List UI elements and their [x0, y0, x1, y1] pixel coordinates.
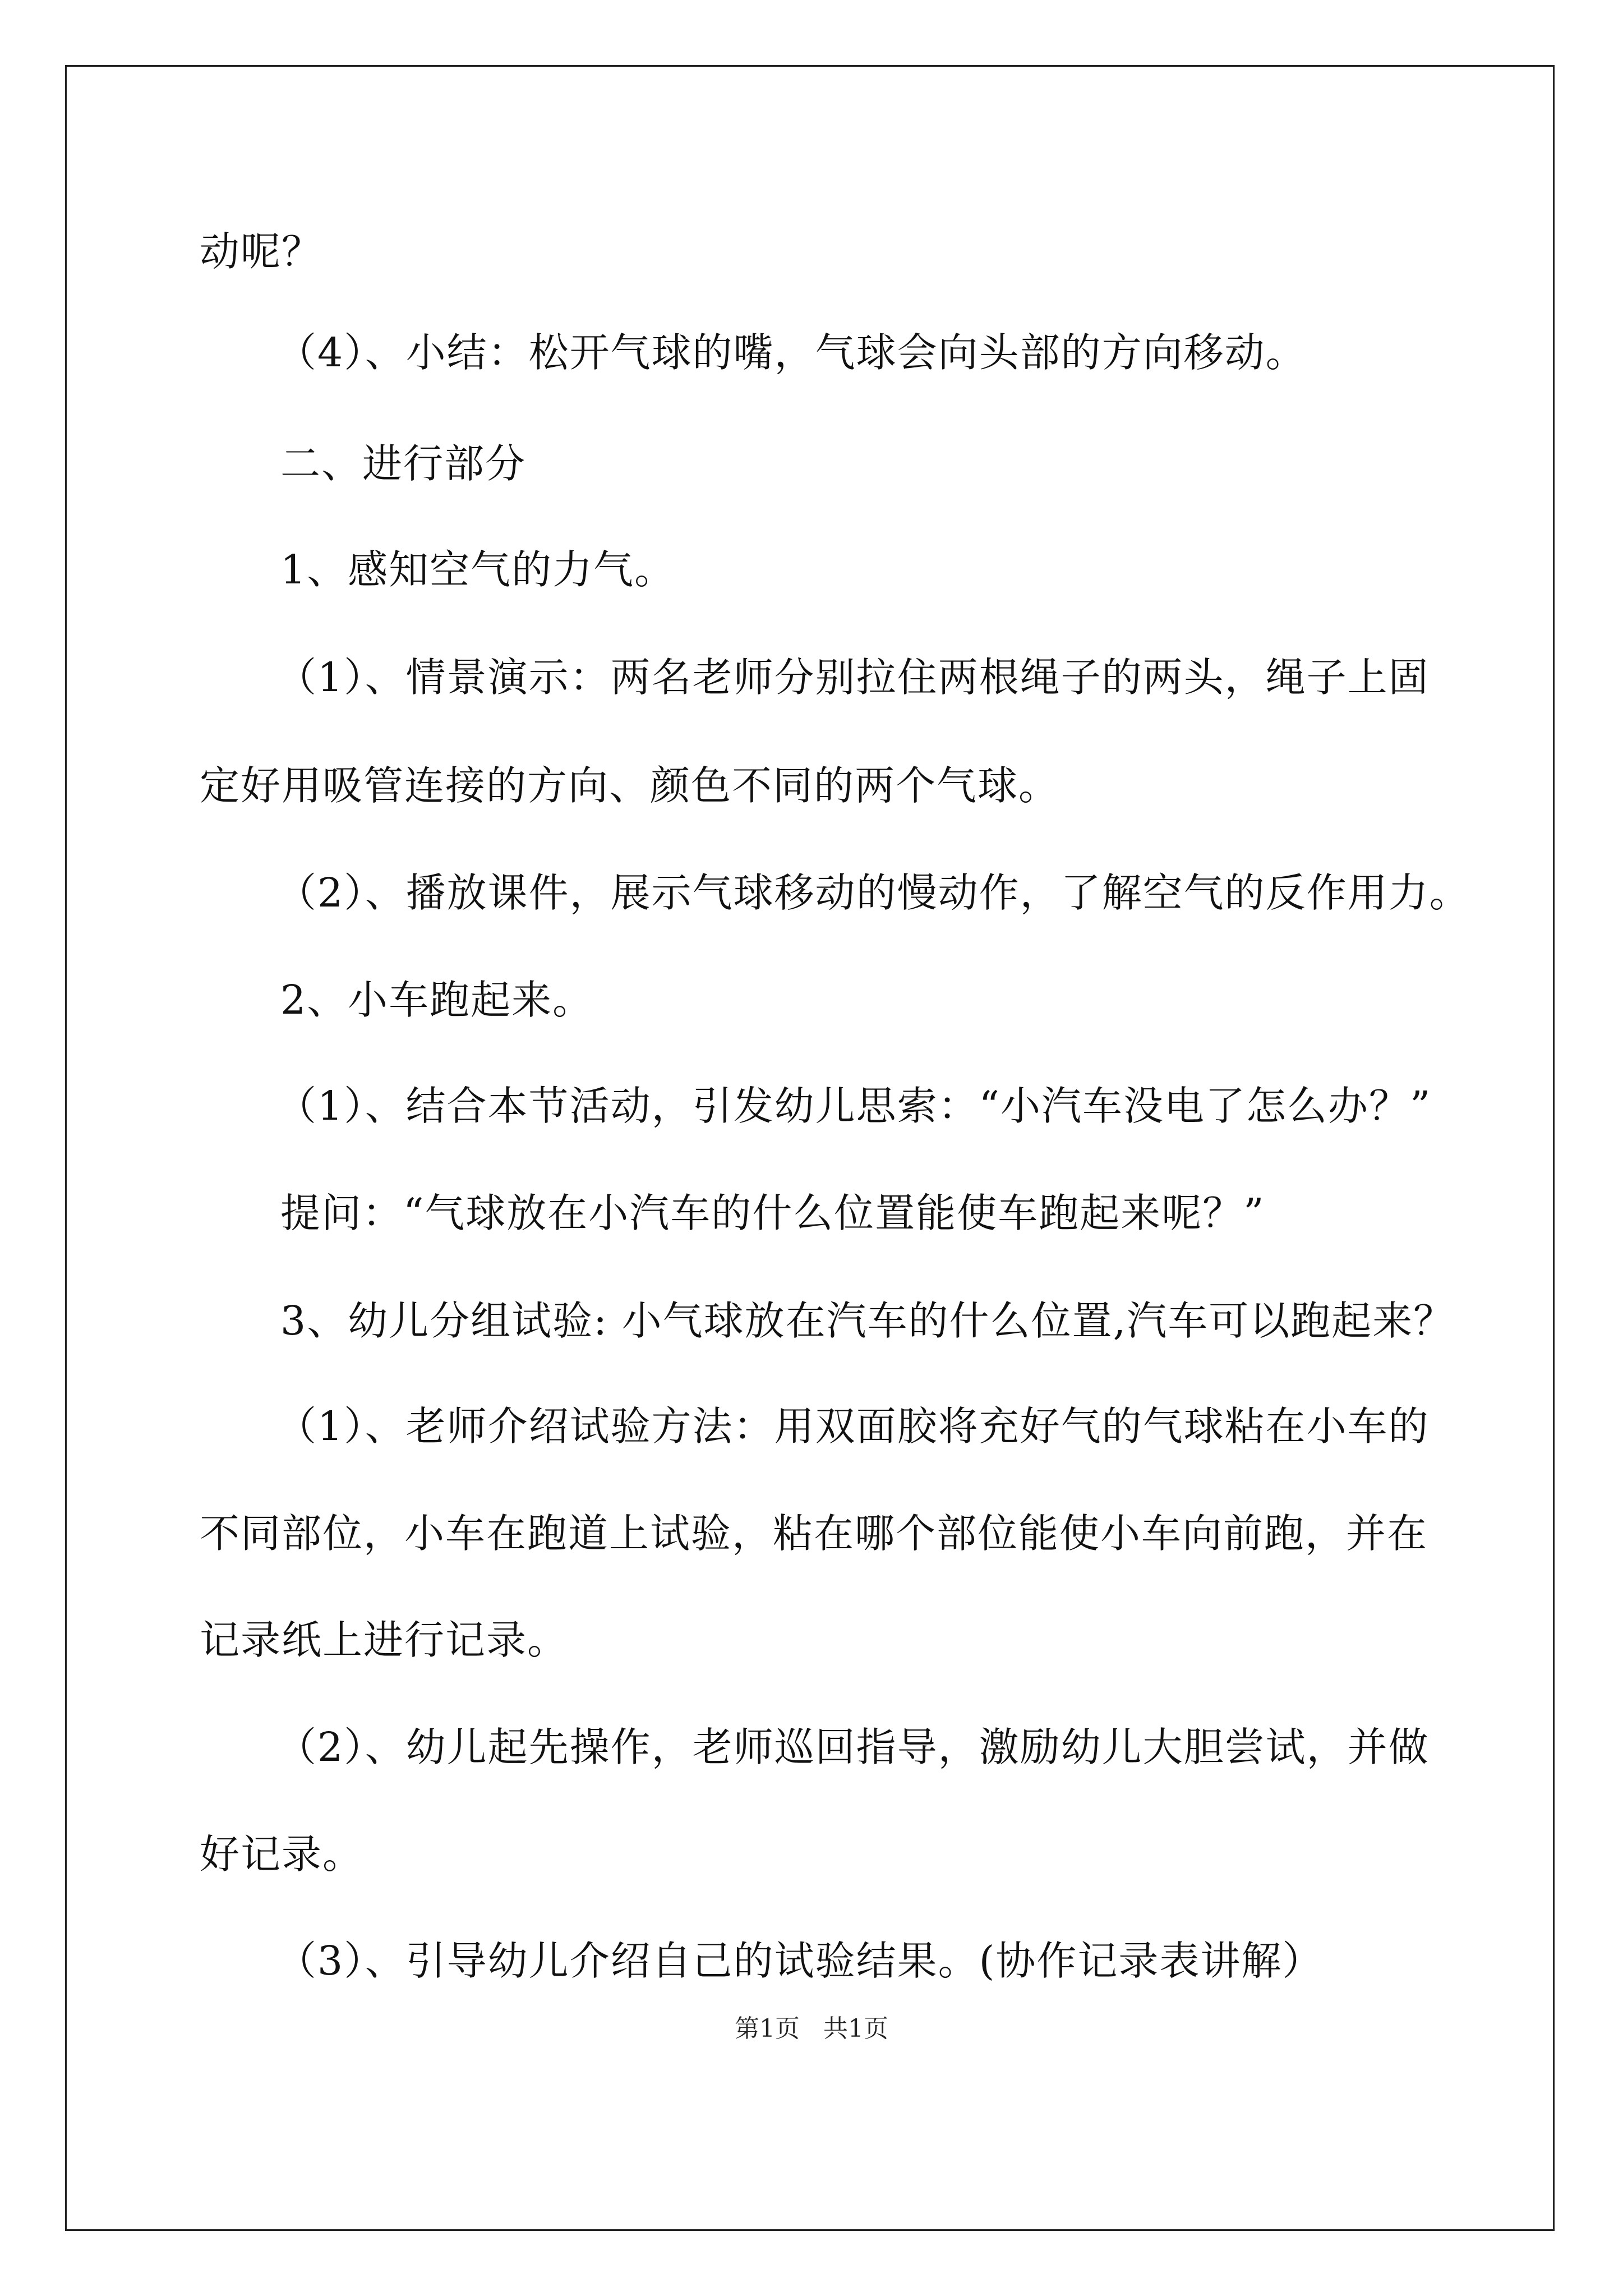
text-line-16: 好记录。	[200, 1831, 364, 1878]
text-line-4: 1、感知空气的力气。	[280, 546, 676, 593]
text-line-2: （4）、小结：松开气球的嘴，气球会向头部的方向移动。	[276, 329, 1307, 376]
text-line-1: 动呢？	[200, 228, 323, 275]
text-line-14: 记录纸上进行记录。	[200, 1617, 569, 1663]
text-line-13: 不同部位，小车在跑道上试验，粘在哪个部位能使小车向前跑，并在	[200, 1510, 1428, 1557]
text-line-11: 3、幼儿分组试验: 小气球放在汽车的什么位置,汽车可以跑起来？	[280, 1297, 1455, 1344]
text-line-7: （2）、播放课件，展示气球移动的慢动作，了解空气的反作用力。	[276, 869, 1470, 916]
page-footer: 第1页 共1页	[735, 2014, 888, 2043]
page-frame	[65, 65, 1555, 2231]
text-line-6: 定好用吸管连接的方向、颜色不同的两个气球。	[200, 762, 1060, 809]
text-line-8: 2、小车跑起来。	[280, 977, 594, 1023]
text-line-17: （3）、引导幼儿介绍自己的试验结果。(协作记录表讲解）	[276, 1938, 1324, 1984]
text-line-12: （1）、老师介绍试验方法：用双面胶将充好气的气球粘在小车的	[276, 1403, 1430, 1450]
text-line-10: 提问：“气球放在小汽车的什么位置能使车跑起来呢？”	[280, 1190, 1265, 1236]
text-line-9: （1）、结合本节活动，引发幼儿思索：“小汽车没电了怎么办？”	[276, 1083, 1432, 1129]
text-line-5: （1）、情景演示：两名老师分别拉住两根绳子的两头，绳子上固	[276, 654, 1430, 701]
text-line-15: （2）、幼儿起先操作，老师巡回指导，激励幼儿大胆尝试，并做	[276, 1724, 1430, 1770]
section-heading: 二、进行部分	[280, 440, 527, 487]
